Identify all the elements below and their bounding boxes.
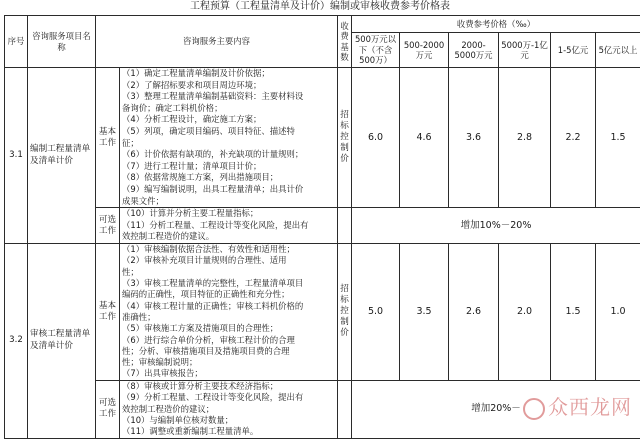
row-index: 3.2 [5,244,28,439]
fee-value: 1.5 [596,68,640,208]
fee-value: 2.0 [499,244,551,381]
fee-value: 6.0 [352,68,400,208]
header-fee-reference: 收费参考价格（‰） [352,16,640,33]
basic-work-label: 基本工作 [96,244,120,381]
page-title: 工程预算（工程量清单及计价）编制或审核收费参考价格表 [0,0,640,14]
header-range-4: 5000万-1亿元 [499,33,551,68]
header-item-name: 咨询服务项目名称 [28,16,96,68]
fee-value: 2.6 [449,244,499,381]
table-row-3-2-basic [5,244,640,381]
optional-work-items: （8）审核或计算分析主要技术经济指标； （9）分析工程量、工程设计等变化风险，提出有 效控制工程造价的建议； （10）与编制单位核对数量； （11）调整或重新编制工程量清单。 [120,380,338,438]
fee-value: 2.8 [499,68,551,208]
basic-work-label: 基本工作 [96,68,120,208]
optional-work-items: （10）计算并分析主要工程量指标； （11）分析工程量、工程设计等变化风险，提出有 效控制工程造价的建议。 [120,208,338,244]
basic-work-items: （1）确定工程量清单编制及计价依据； （2）了解招标要求和项目周边环境； （3）整理工程量清单编制基础资料：主要材料设 备询价；确定工料机价格； （4）分析工程设计，确定施工方案； （5）列项，确定项目编码、项目特征、描述特 征； （6）计价依据有缺项的，补充缺项的计量规则； （7）进行工程计量；清单项目计价； （8）依据常规施工方案，列出措施项目； （9）编写编制说明，出具工程量清单；出具计价 成果文件； [120,68,338,208]
header-index: 序号 [5,16,28,68]
optional-work-label: 可选工作 [96,380,120,438]
table-row-3-1-basic [5,68,640,208]
basic-work-items: （1）审核编制依据合法性、有效性和适用性； （2）审核补充项目计量规则的合理性、适用 性； （3）审核工程量清单的完整性，工程量清单项目 编码的正确性，项目特征的正确性和充分性； （4）审核工程计量的正确性；审核工料机价格的 准确性； （5）审核施工方案及措施项目的合理性； （6）进行综合单价分析，审核工程计价的合理 性；分析、审核措施项目及措施项目费的合理 性；审核编制说明； （7）出具审核报告； [120,244,338,381]
header-range-3: 2000-5000万元 [449,33,499,68]
fee-value: 1.0 [596,244,640,381]
table-row-3-1-optional [5,208,640,244]
increase-note: 增加10%－20% [352,208,640,244]
fee-value: 1.5 [551,244,596,381]
fee-basis: 招标控制价 [338,244,352,381]
increase-note: 增加20%－ [352,380,640,438]
row-index: 3.1 [5,68,28,244]
fee-value: 2.2 [551,68,596,208]
header-fee-basis: 收费基数 [338,16,352,68]
header-range-5: 1-5亿元 [551,33,596,68]
watermark-logo: 众西龙网 [523,391,632,420]
fee-table [4,15,640,439]
service-name: 编制工程量清单及清单计价 [28,68,96,244]
header-range-2: 500-2000万元 [400,33,449,68]
fee-value: 5.0 [352,244,400,381]
fee-value: 4.6 [400,68,449,208]
header-content: 咨询服务主要内容 [96,16,338,68]
header-range-1: 500万元以下（不含500万） [352,33,400,68]
service-name: 审核工程量清单及清单计价 [28,244,96,439]
fee-basis: 招标控制价 [338,68,352,208]
header-range-6: 5亿元以上 [596,33,640,68]
optional-work-label: 可选工作 [96,208,120,244]
fee-value: 3.5 [400,244,449,381]
watermark-icon [523,398,545,420]
fee-value: 3.6 [449,68,499,208]
header-row-1 [5,16,640,33]
